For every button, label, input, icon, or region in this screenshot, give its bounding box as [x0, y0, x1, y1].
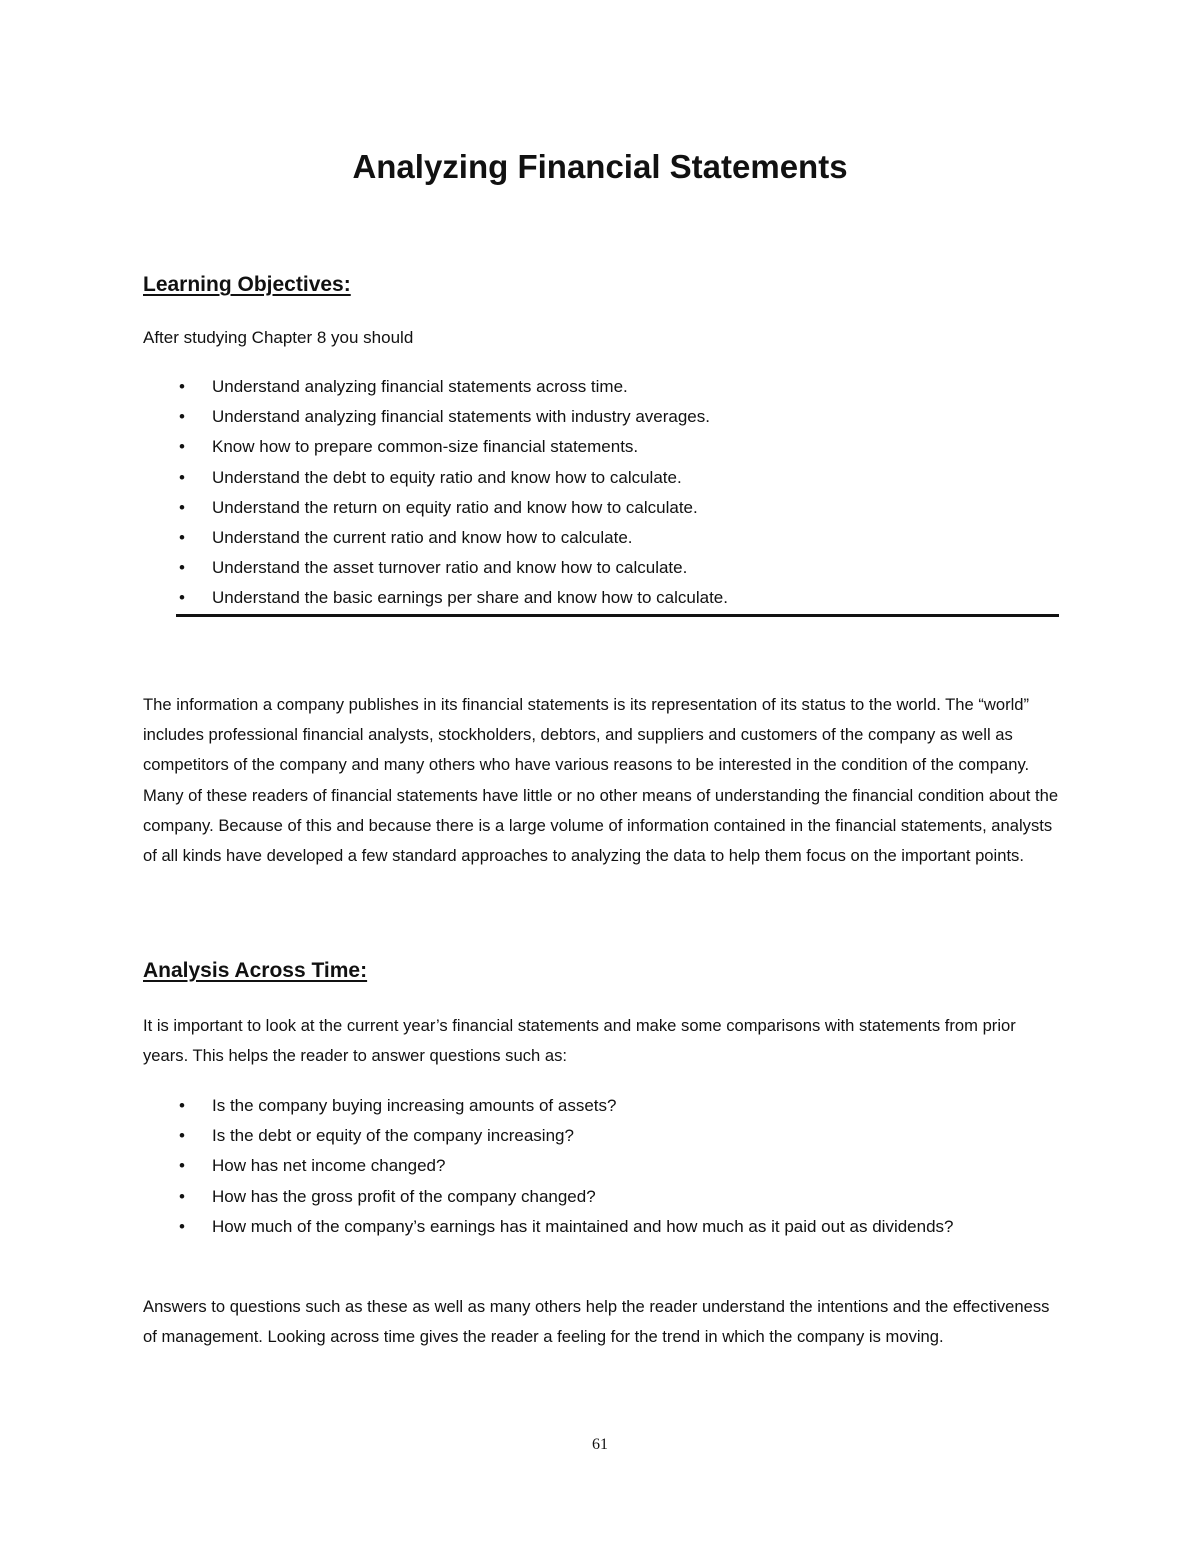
bullet-icon: • [179, 1186, 185, 1206]
list-item-text: Understand the basic earnings per share and know how to calculate. [212, 588, 728, 608]
list-item [143, 523, 1058, 553]
list-item-text: How has net income changed? [212, 1156, 446, 1176]
list-item-text: How has the gross profit of the company changed? [212, 1186, 596, 1206]
bullet-icon: • [179, 1096, 185, 1115]
list-item [143, 493, 1058, 523]
bullet-icon: • [179, 528, 185, 548]
list-item [143, 553, 1058, 583]
bullet-icon: • [179, 377, 185, 396]
analysis-paragraph: It is important to look at the current year’s financial statements and make some comparisons with statements from prior years. This helps the reader to answer questions such as: [143, 1016, 1016, 1066]
learning-objectives-intro: After studying Chapter 8 you should [143, 328, 414, 347]
list-item [143, 402, 1058, 432]
list-item-text: Understand the asset turnover ratio and know how to calculate. [212, 558, 688, 578]
bullet-icon: • [179, 588, 185, 608]
bullet-icon: • [179, 558, 185, 578]
bullet-icon: • [179, 497, 185, 517]
list-item-text: Understand analyzing financial statements with industry averages. [212, 407, 710, 427]
bullet-icon: • [179, 437, 185, 457]
list-item-text: Is the company buying increasing amounts of assets? [212, 1096, 617, 1115]
list-item [143, 1182, 1023, 1212]
learning-objectives-heading: Learning Objectives: [143, 273, 351, 296]
list-item-text: Understand the current ratio and know how to calculate. [212, 528, 633, 548]
list-item-text: Know how to prepare common-size financial statements. [212, 437, 639, 457]
bullet-icon: • [179, 1156, 185, 1176]
document-title: Analyzing Financial Statements [352, 148, 848, 185]
analysis-across-time-heading: Analysis Across Time: [143, 959, 368, 982]
section-divider [176, 614, 1059, 617]
page-number: 61 [592, 1436, 608, 1453]
list-item-text: Understand analyzing financial statements across time. [212, 377, 628, 396]
analysis-questions-list [143, 1091, 1023, 1242]
list-item [143, 1091, 1023, 1121]
intro-paragraph: The information a company publishes in its financial statements is its representation of its status to the world. The “world” includes professional financial analysts, stockholders, debtors, and suppliers and customers of the company as well as competitors of the company and many others who have various reasons to be interested in the condition of the company. Many of these readers of financial statements have little or no other means of understanding the financial condition about the company. Because of this and because there is a large volume of information contained in the financial statements, analysts of all kinds have developed a few standard approaches to analyzing the data to help them focus on the important points. [143, 695, 1059, 866]
bullet-icon: • [179, 1126, 185, 1146]
list-item [143, 1151, 1023, 1181]
list-item-text: Understand the return on equity ratio and know how to calculate. [212, 497, 698, 517]
list-item-text: Understand the debt to equity ratio and know how to calculate. [212, 467, 682, 487]
bullet-icon: • [179, 467, 185, 487]
learning-objectives-list [143, 372, 1058, 614]
closing-paragraph: Answers to questions such as these as well as many others help the reader understand the intentions and the effectiveness of management. Looking across time gives the reader a feeling for the trend in which the company is moving. [143, 1297, 1050, 1347]
list-item [143, 372, 1058, 402]
list-item [143, 1121, 1023, 1151]
list-item [143, 463, 1058, 493]
bullet-icon: • [179, 407, 185, 427]
list-item [143, 432, 1058, 462]
list-item-text: How much of the company’s earnings has it maintained and how much as it paid out as dividends? [212, 1216, 954, 1236]
list-item [143, 583, 1058, 613]
list-item [143, 1212, 1023, 1242]
list-item-text: Is the debt or equity of the company increasing? [212, 1126, 574, 1146]
bullet-icon: • [179, 1216, 185, 1236]
